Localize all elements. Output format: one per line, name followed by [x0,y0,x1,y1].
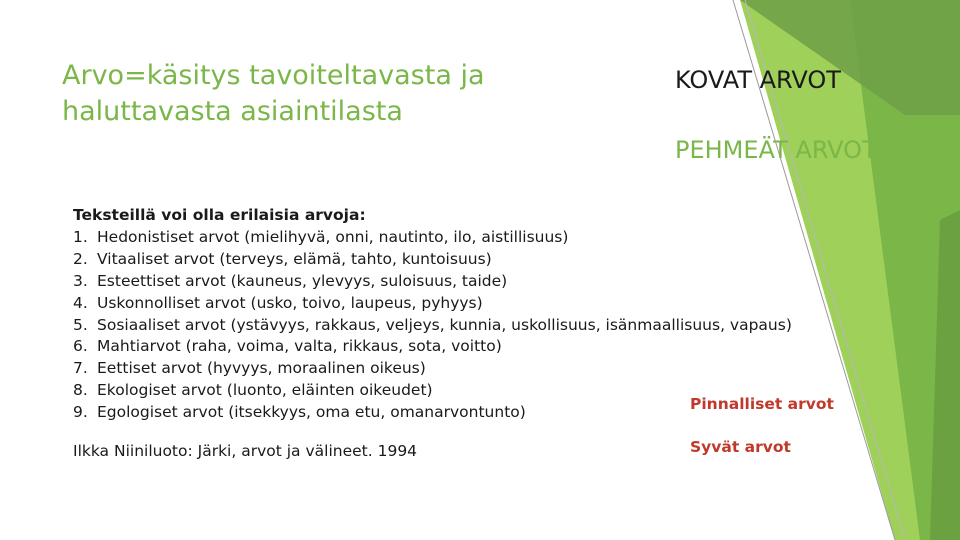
list-item [73,293,792,315]
list-item [73,227,792,249]
hard-values-label: KOVAT ARVOT [675,66,841,94]
list-number: 2. [73,249,88,268]
list-number: 9. [73,403,88,422]
list-text: Esteettiset arvot (kauneus, ylevyys, suloisuus, taide) [97,271,508,290]
list-number: 3. [73,271,88,290]
slide-title [62,58,485,130]
list-number: 6. [73,337,88,356]
shallow-values-label: Pinnalliset arvot [690,395,834,413]
list-item [73,402,792,424]
list-number: 7. [73,359,88,378]
list-text: Vitaaliset arvot (terveys, elämä, tahto, kuntoisuus) [97,249,492,268]
list-item [73,315,792,337]
list-text: Uskonnolliset arvot (usko, toivo, laupeus, pyhyys) [97,293,483,312]
list-item [73,336,792,358]
list-text: Egologiset arvot (itsekkyys, oma etu, omanarvontunto) [97,403,526,422]
list-item [73,358,792,380]
list-number: 1. [73,228,88,246]
list-text: Hedonistiset arvot (mielihyvä, onni, nautinto, ilo, aistillisuus) [97,228,569,246]
list-intro: Teksteillä voi olla erilaisia arvoja: [73,206,366,224]
soft-values-label: PEHMEÄT ARVOT [675,136,877,164]
list-number: 5. [73,315,88,334]
list-item [73,249,792,271]
source-citation: Ilkka Niiniluoto: Järki, arvot ja välineet. 1994 [73,442,418,460]
list-number: 8. [73,381,88,400]
deep-values-label: Syvät arvot [690,438,791,456]
list-text: Ekologiset arvot (luonto, eläinten oikeudet) [97,381,433,400]
list-text: Sosiaaliset arvot (ystävyys, rakkaus, veljeys, kunnia, uskollisuus, isänmaallisuus, vapaus) [97,315,792,334]
list-item [73,380,792,402]
title-line-1: Arvo=käsitys tavoiteltavasta ja [62,60,485,91]
list-number: 4. [73,293,88,312]
values-list [73,227,792,424]
list-item [73,271,792,293]
list-text: Mahtiarvot (raha, voima, valta, rikkaus, sota, voitto) [97,337,502,356]
title-line-2: haluttavasta asiaintilasta [62,96,403,127]
list-text: Eettiset arvot (hyvyys, moraalinen oikeus) [97,359,426,378]
